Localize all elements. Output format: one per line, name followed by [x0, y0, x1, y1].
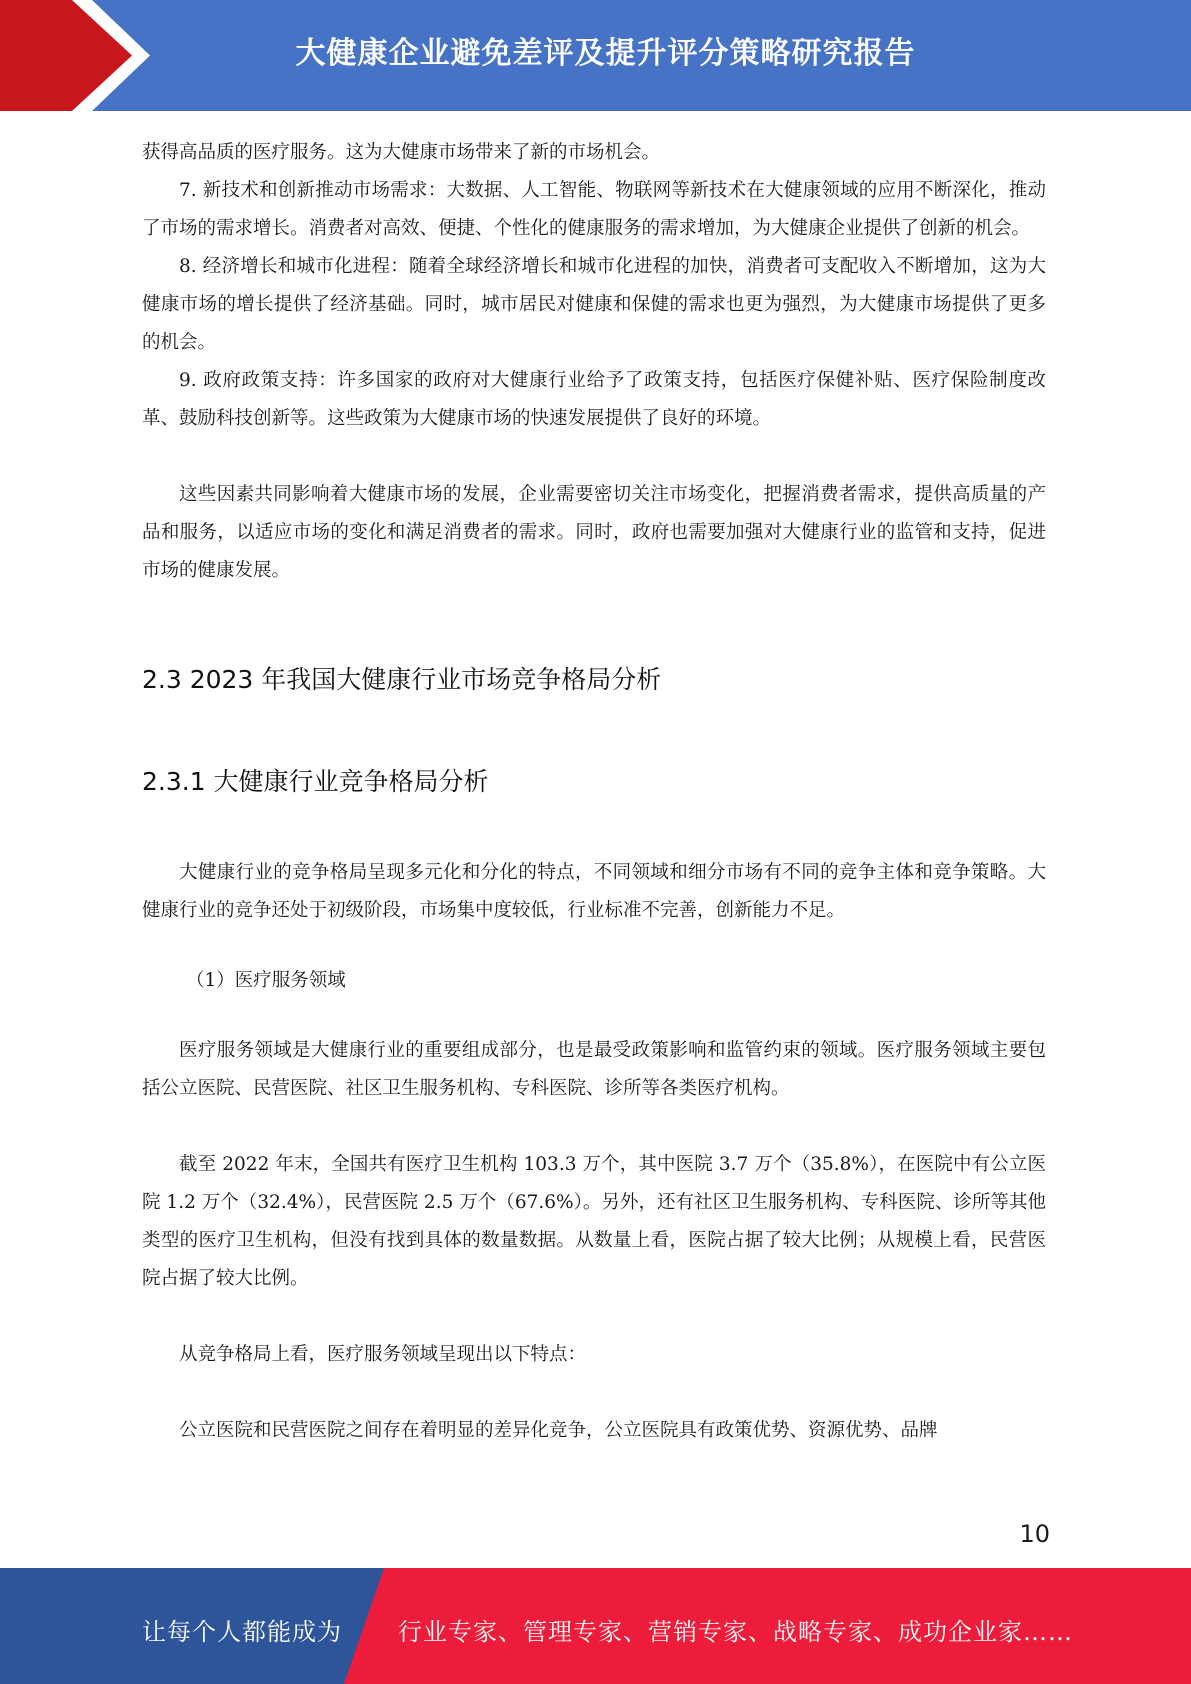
paragraph: 截至 2022 年末，全国共有医疗卫生机构 103.3 万个，其中医院 3.7 万个（35.8%），在医院中有公立医院 1.2 万个（32.4%），民营医院 2.5 万个（67.6%）。另外，还有社区卫生服务机构、专科医院、诊所等其他类型的医疗卫生机构，但没有找到具体的数量数据。从数量上看，医院占据了较大比例；从规模上看，民营医院占据了较大比例。 — [142, 1154, 1046, 1289]
section-heading-2-3-1: 2.3.1 大健康行业竞争格局分析 — [142, 767, 489, 796]
page-number: 10 — [1019, 1520, 1050, 1548]
list-item-8: 8. 经济增长和城市化进程：随着全球经济增长和城市化进程的加快，消费者可支配收入不断增加，这为大健康市场的增长提供了经济基础。同时，城市居民对健康和保健的需求也更为强烈，为大健康市场提供了更多的机会。 — [142, 256, 1046, 353]
paragraph: 从竞争格局上看，医疗服务领域呈现出以下特点： — [179, 1344, 587, 1365]
list-item-7: 7. 新技术和创新推动市场需求：大数据、人工智能、物联网等新技术在大健康领域的应用不断深化，推动了市场的需求增长。消费者对高效、便捷、个性化的健康服务的需求增加，为大健康企业提供了创新的机会。 — [142, 180, 1046, 239]
paragraph: 这些因素共同影响着大健康市场的发展，企业需要密切关注市场变化，把握消费者需求，提供高质量的产品和服务，以适应市场的变化和满足消费者的需求。同时，政府也需要加强对大健康行业的监管和支持，促进市场的健康发展。 — [142, 484, 1046, 581]
page-content — [142, 134, 1046, 1450]
list-item-9: 9. 政府政策支持：许多国家的政府对大健康行业给予了政策支持，包括医疗保健补贴、医疗保险制度改革、鼓励科技创新等。这些政策为大健康市场的快速发展提供了良好的环境。 — [142, 370, 1046, 429]
section-heading-2-3: 2.3 2023 年我国大健康行业市场竞争格局分析 — [142, 665, 662, 694]
footer-roles: 行业专家、管理专家、营销专家、战略专家、成功企业家…… — [398, 1618, 1073, 1646]
footer-slogan: 让每个人都能成为 — [142, 1618, 342, 1646]
header-arrow-decoration — [0, 0, 160, 111]
paragraph: 大健康行业的竞争格局呈现多元化和分化的特点，不同领域和细分市场有不同的竞争主体和竞争策略。大健康行业的竞争还处于初级阶段，市场集中度较低，行业标准不完善，创新能力不足。 — [142, 862, 1046, 921]
paragraph: 公立医院和民营医院之间存在着明显的差异化竞争，公立医院具有政策优势、资源优势、品牌 — [179, 1420, 938, 1441]
report-title: 大健康企业避免差评及提升评分策略研究报告 — [295, 36, 916, 71]
paragraph: 医疗服务领域是大健康行业的重要组成部分，也是最受政策影响和监管约束的领域。医疗服务领域主要包括公立医院、民营医院、社区卫生服务机构、专科医院、诊所等各类医疗机构。 — [142, 1040, 1046, 1099]
page-footer — [0, 1568, 1191, 1684]
page-header — [0, 0, 1191, 111]
subsection-label: （1）医疗服务领域 — [186, 970, 346, 991]
paragraph: 获得高品质的医疗服务。这为大健康市场带来了新的市场机会。 — [142, 142, 661, 163]
